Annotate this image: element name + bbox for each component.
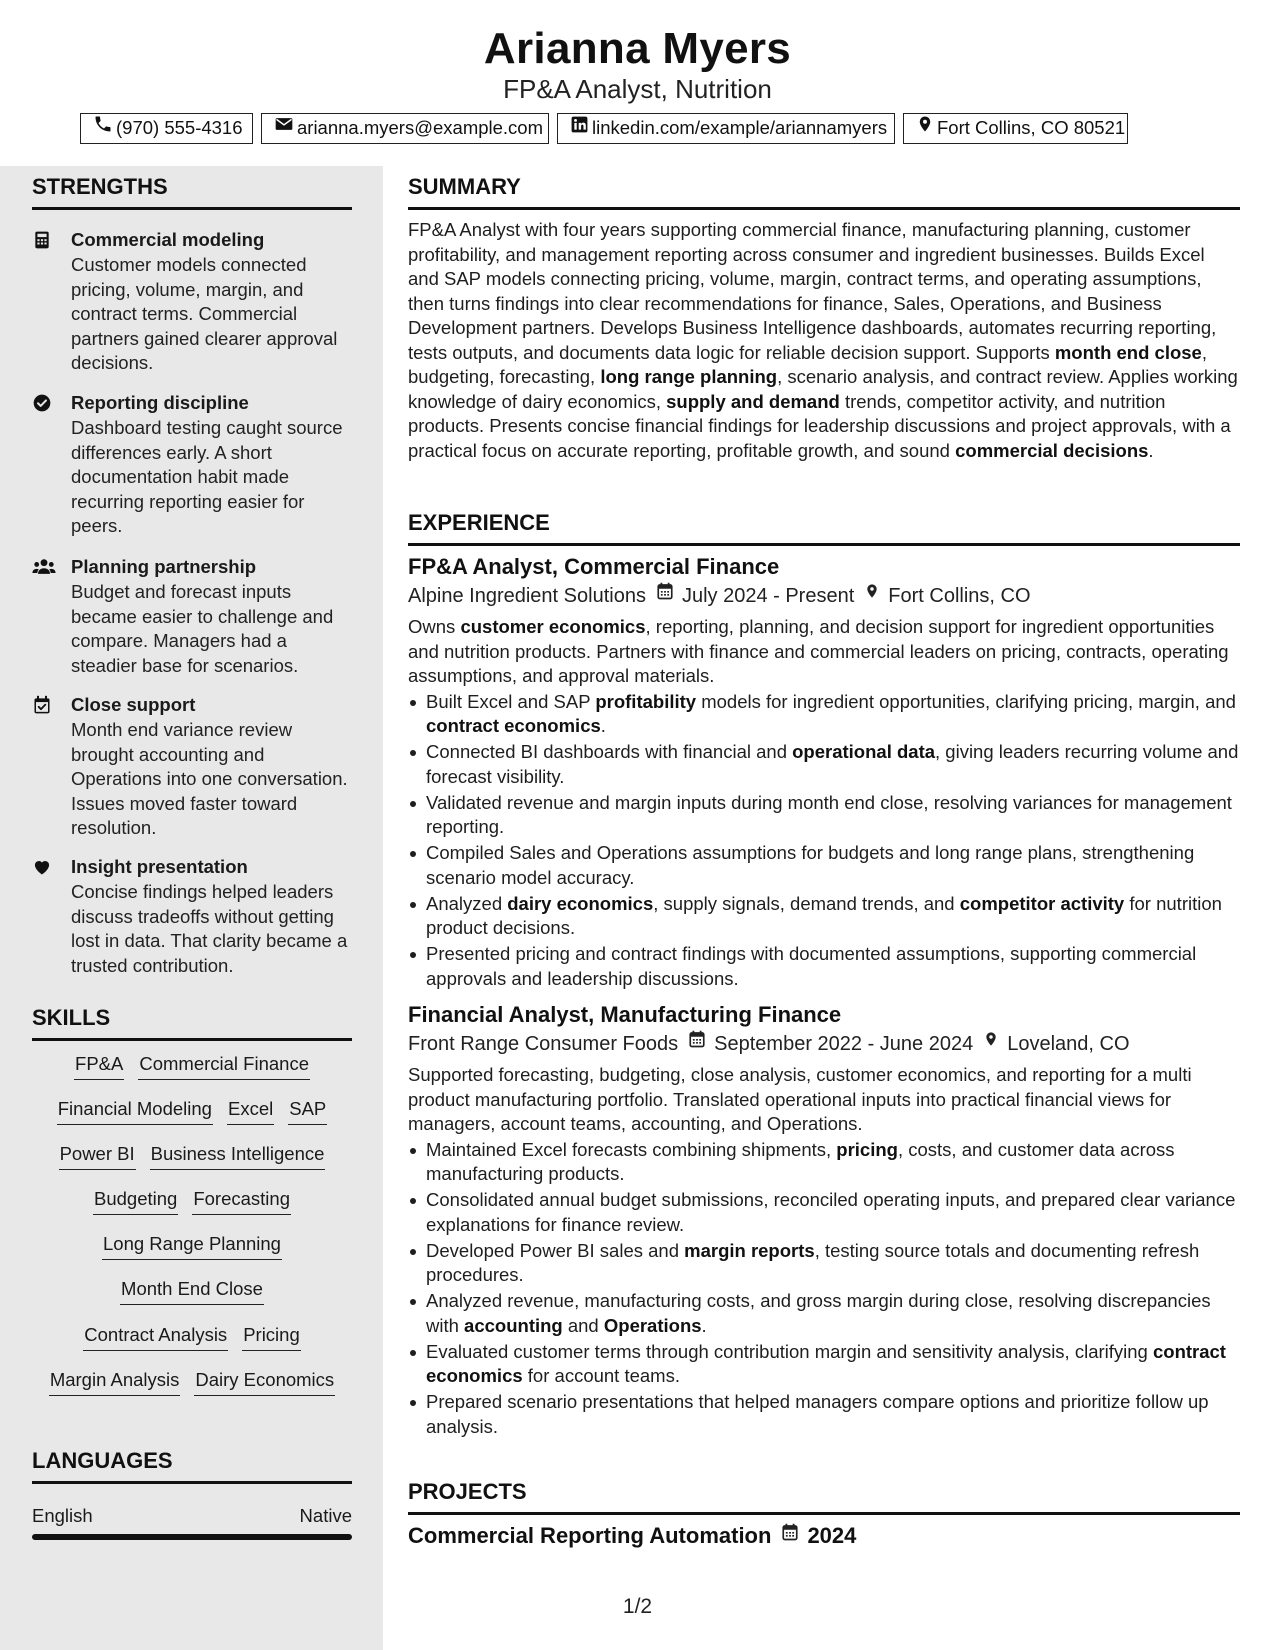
projects-rule bbox=[408, 1512, 1240, 1515]
skill-row bbox=[32, 1277, 352, 1307]
strengths-title: STRENGTHS bbox=[32, 174, 168, 199]
skill-tag: Dairy Economics bbox=[194, 1368, 335, 1396]
job-title: Financial Analyst, Manufacturing Finance bbox=[408, 1002, 842, 1027]
skills-heading bbox=[32, 1004, 352, 1041]
page-number: 1/2 bbox=[622, 1595, 653, 1618]
summary-text: FP&A Analyst with four years supporting commercial finance, manufacturing planning, customer profitability, and management reporting across consumer and ingredient businesses. Builds Excel and SAP models connecting pricing, volume, margin, contract terms, and operating assumptions, then turns findings into clear recommendations for finance, Sales, Operations, and Business Development partners. Develops Business Intelligence dashboards, automates recurring reporting, tests outputs, and documents data logic for reliable decision support. Supports month end close, budgeting, forecasting, long range planning, scenario analysis, and contract review. Applies working knowledge of dairy economics, supply and demand trends, competitor activity, and nutrition products. Presents concise financial findings for leadership discussions and project approvals, with a practical focus on accurate reporting, profitable growth, and sound commercial decisions. bbox=[408, 219, 1238, 461]
summary-rule bbox=[408, 207, 1240, 210]
linkedin-icon bbox=[570, 114, 589, 142]
skill-row bbox=[32, 1097, 352, 1127]
job-meta bbox=[408, 582, 1240, 610]
experience-rule bbox=[408, 543, 1240, 546]
skill-row bbox=[32, 1187, 352, 1217]
summary-section bbox=[408, 173, 1240, 463]
calendar-icon bbox=[656, 581, 674, 609]
job-bullets bbox=[408, 690, 1240, 992]
skill-tag: Commercial Finance bbox=[138, 1052, 310, 1080]
strength-desc: Dashboard testing caught source differences early. A short documentation habit made recurring reporting easier for peers. bbox=[71, 417, 343, 537]
strength-desc: Budget and forecast inputs became easier to challenge and compare. Managers had a steadier base for scenarios. bbox=[71, 581, 334, 676]
map-pin-icon bbox=[864, 581, 880, 609]
contact-email-text: arianna.myers@example.com bbox=[297, 117, 544, 138]
skill-tag: Long Range Planning bbox=[102, 1232, 282, 1260]
calendar-icon bbox=[781, 1522, 799, 1550]
strengths-heading bbox=[32, 173, 352, 210]
calendar-icon bbox=[688, 1029, 706, 1057]
envelope-icon bbox=[274, 114, 294, 142]
summary-title: SUMMARY bbox=[408, 174, 521, 199]
contact-email[interactable] bbox=[261, 113, 549, 144]
language-level: Native bbox=[299, 1505, 352, 1526]
calculator-icon bbox=[32, 230, 52, 250]
job-dates: July 2024 - Present bbox=[681, 585, 855, 607]
skill-tag: Contract Analysis bbox=[83, 1323, 228, 1351]
skill-tag: Pricing bbox=[242, 1323, 301, 1351]
language-proficiency-bar bbox=[32, 1534, 352, 1540]
job-bullet: Analyzed dairy economics, supply signals, demand trends, and competitor activity for nutrition product decisions. bbox=[408, 892, 1240, 941]
contact-bar bbox=[0, 113, 1275, 145]
skill-tag: Excel bbox=[227, 1097, 274, 1125]
project-title: Commercial Reporting Automation bbox=[408, 1523, 772, 1548]
skill-tag: Margin Analysis bbox=[49, 1368, 181, 1396]
contact-linkedin[interactable] bbox=[557, 113, 895, 144]
strength-desc: Customer models connected pricing, volume, margin, and contract terms. Commercial partners gained clearer approval decisions. bbox=[71, 254, 338, 374]
job-bullet: Connected BI dashboards with financial and operational data, giving leaders recurring volume and forecast visibility. bbox=[408, 740, 1240, 789]
contact-linkedin-text: linkedin.com/example/ariannamyers bbox=[592, 117, 888, 138]
contact-phone-text: (970) 555-4316 bbox=[116, 117, 243, 138]
job-bullet: Built Excel and SAP profitability models for ingredient opportunities, clarifying pricing, margin, and contract economics. bbox=[408, 690, 1240, 739]
job-location: Loveland, CO bbox=[1007, 1033, 1130, 1055]
skill-tag: Financial Modeling bbox=[57, 1097, 213, 1125]
skill-row bbox=[32, 1323, 352, 1353]
skills-title: SKILLS bbox=[32, 1005, 111, 1030]
experience-title: EXPERIENCE bbox=[408, 510, 550, 535]
job-bullet: Validated revenue and margin inputs during month end close, resolving variances for management reporting. bbox=[408, 791, 1240, 840]
project-entry bbox=[408, 1521, 1240, 1551]
job-bullet: Evaluated customer terms through contribution margin and sensitivity analysis, clarifying contract economics for account teams. bbox=[408, 1340, 1240, 1389]
candidate-name: Arianna Myers bbox=[483, 24, 792, 73]
job-bullet: Analyzed revenue, manufacturing costs, and gross margin during close, resolving discrepancies with accounting and Operations. bbox=[408, 1289, 1240, 1338]
skill-row bbox=[32, 1142, 352, 1172]
phone-icon bbox=[93, 114, 113, 142]
job-entry bbox=[408, 1000, 1240, 1439]
map-pin-icon bbox=[983, 1029, 999, 1057]
skill-row bbox=[32, 1052, 352, 1082]
candidate-headline: FP&A Analyst, Nutrition bbox=[503, 74, 772, 104]
job-bullet: Presented pricing and contract findings with documented assumptions, supporting commercial approvals and leadership discussions. bbox=[408, 942, 1240, 991]
projects-title: PROJECTS bbox=[408, 1479, 527, 1504]
check-circle-icon bbox=[32, 393, 52, 413]
strength-title: Insight presentation bbox=[71, 856, 248, 877]
skills-rule bbox=[32, 1038, 352, 1041]
map-pin-icon bbox=[916, 114, 934, 142]
job-title: FP&A Analyst, Commercial Finance bbox=[408, 554, 780, 579]
skill-tag: Forecasting bbox=[192, 1187, 291, 1215]
users-icon bbox=[32, 557, 52, 577]
experience-section bbox=[408, 509, 1240, 1441]
contact-phone[interactable] bbox=[80, 113, 253, 144]
strength-title: Planning partnership bbox=[71, 556, 257, 577]
project-year: 2024 bbox=[807, 1523, 857, 1548]
job-company: Front Range Consumer Foods bbox=[408, 1033, 679, 1055]
job-bullets bbox=[408, 1138, 1240, 1440]
contact-location[interactable] bbox=[903, 113, 1128, 144]
job-intro: Owns customer economics, reporting, planning, and decision support for ingredient opportunities and nutrition products. Partners with finance and commercial leaders on pricing, contracts, operating assumptions, and approval materials. bbox=[408, 616, 1229, 686]
job-location: Fort Collins, CO bbox=[888, 585, 1031, 607]
job-bullet: Maintained Excel forecasts combining shipments, pricing, costs, and customer data across manufacturing products. bbox=[408, 1138, 1240, 1187]
languages-title: LANGUAGES bbox=[32, 1448, 173, 1473]
skill-tag: SAP bbox=[288, 1097, 327, 1125]
job-bullet: Prepared scenario presentations that helped managers compare options and prioritize follow up analysis. bbox=[408, 1390, 1240, 1439]
strength-desc: Month end variance review brought accounting and Operations into one conversation. Issues moved faster toward resolution. bbox=[71, 719, 348, 839]
job-bullet: Compiled Sales and Operations assumptions for budgets and long range plans, strengthening scenario model accuracy. bbox=[408, 841, 1240, 890]
strengths-rule bbox=[32, 207, 352, 210]
job-entry bbox=[408, 552, 1240, 991]
strength-title: Close support bbox=[71, 694, 196, 715]
strength-title: Commercial modeling bbox=[71, 229, 265, 250]
heart-icon bbox=[32, 857, 52, 877]
languages-heading bbox=[32, 1447, 352, 1484]
resume-header bbox=[0, 0, 1275, 166]
skill-tag: Business Intelligence bbox=[150, 1142, 326, 1170]
job-dates: September 2022 - June 2024 bbox=[714, 1033, 974, 1055]
projects-section bbox=[408, 1478, 1240, 1551]
strength-title: Reporting discipline bbox=[71, 392, 249, 413]
contact-location-text: Fort Collins, CO 80521 bbox=[937, 117, 1126, 138]
skill-tag: FP&A bbox=[74, 1052, 124, 1080]
skill-tag: Month End Close bbox=[120, 1277, 264, 1305]
job-company: Alpine Ingredient Solutions bbox=[408, 585, 646, 607]
languages-rule bbox=[32, 1481, 352, 1484]
job-intro: Supported forecasting, budgeting, close analysis, customer economics, and reporting for a multi product manufacturing portfolio. Translated operational inputs into practical financial views for managers, account teams, accounting, and Operations. bbox=[408, 1064, 1192, 1134]
job-bullet: Developed Power BI sales and margin reports, testing source totals and documenting refresh procedures. bbox=[408, 1239, 1240, 1288]
skill-row bbox=[32, 1232, 352, 1262]
skill-row bbox=[32, 1368, 352, 1398]
job-bullet: Consolidated annual budget submissions, reconciled operating inputs, and prepared clear variance explanations for finance review. bbox=[408, 1188, 1240, 1237]
job-meta bbox=[408, 1030, 1240, 1058]
language-name: English bbox=[32, 1505, 93, 1526]
calendar-check-icon bbox=[32, 695, 52, 715]
strength-desc: Concise findings helped leaders discuss tradeoffs without getting lost in data. That clarity became a trusted contribution. bbox=[71, 881, 348, 976]
skill-tag: Power BI bbox=[59, 1142, 136, 1170]
skill-tag: Budgeting bbox=[93, 1187, 178, 1215]
